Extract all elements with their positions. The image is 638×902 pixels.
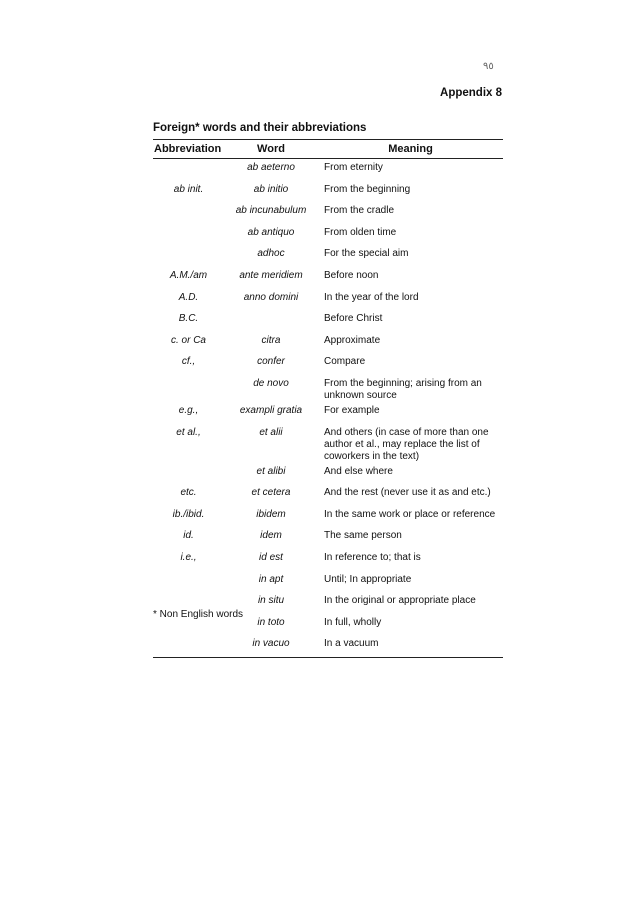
word-cell: citra bbox=[261, 334, 281, 346]
table-row bbox=[153, 571, 503, 593]
table-row bbox=[153, 267, 503, 289]
word-cell: ab incunabulum bbox=[235, 205, 307, 217]
meaning-cell: From eternity bbox=[324, 162, 383, 173]
abbreviation-cell: e.g., bbox=[178, 404, 199, 416]
abbreviations-table bbox=[153, 139, 503, 658]
meaning-cell: And else where bbox=[324, 465, 393, 477]
meaning-cell: The same person bbox=[324, 530, 402, 542]
abbreviation-cell: B.C. bbox=[178, 313, 199, 325]
table-header-row bbox=[153, 140, 503, 159]
table-row bbox=[153, 310, 503, 332]
meaning-cell: Approximate bbox=[324, 334, 381, 346]
meaning-cell: In the original or appropriate place bbox=[324, 595, 476, 607]
meaning-cell: For example bbox=[324, 404, 380, 416]
word-cell: ab aeterno bbox=[247, 162, 295, 173]
meaning-cell: Compare bbox=[324, 356, 366, 368]
meaning-cell: Before Christ bbox=[324, 313, 383, 325]
meaning-cell: In the same work or place or reference bbox=[324, 508, 496, 520]
table-row bbox=[153, 506, 503, 528]
meaning-cell: And others (in case of more than one author et al., may replace the list of coworkers in the text) bbox=[324, 426, 489, 462]
word-cell: adhoc bbox=[257, 248, 285, 260]
abbreviation-cell bbox=[153, 159, 224, 181]
abbreviation-cell bbox=[153, 375, 224, 402]
abbreviation-cell bbox=[153, 463, 224, 485]
table-row bbox=[153, 375, 503, 402]
abbreviation-cell: A.D. bbox=[178, 291, 199, 303]
meaning-cell: In a vacuum bbox=[318, 635, 503, 657]
table-row bbox=[153, 159, 503, 181]
column-header-word: Word bbox=[224, 140, 318, 159]
abbreviation-cell bbox=[153, 245, 224, 267]
table-row bbox=[153, 635, 503, 657]
table-title: Foreign* words and their abbreviations bbox=[153, 122, 367, 134]
word-cell bbox=[224, 310, 318, 332]
meaning-cell: From the beginning bbox=[324, 183, 411, 195]
word-cell: exampli gratia bbox=[239, 404, 303, 416]
table-row bbox=[153, 527, 503, 549]
abbreviation-cell bbox=[153, 635, 224, 657]
meaning-cell: From the cradle bbox=[324, 205, 395, 217]
abbreviation-cell: c. or Ca bbox=[170, 334, 206, 346]
word-cell: ante meridiem bbox=[239, 269, 303, 281]
table-row bbox=[153, 463, 503, 485]
word-cell: in situ bbox=[257, 595, 285, 607]
word-cell: confer bbox=[257, 356, 285, 368]
word-cell: ab initio bbox=[253, 183, 289, 195]
abbreviation-cell bbox=[153, 202, 224, 224]
abbreviation-cell: A.M./am bbox=[169, 269, 208, 281]
meaning-cell: From olden time bbox=[324, 226, 397, 238]
abbreviation-cell: i.e., bbox=[180, 551, 197, 563]
table-row bbox=[153, 224, 503, 246]
abbreviation-cell: cf., bbox=[181, 356, 196, 368]
table-row bbox=[153, 402, 503, 424]
meaning-cell: From the beginning; arising from an unknown source bbox=[324, 377, 482, 401]
abbreviation-cell: etc. bbox=[180, 487, 197, 499]
table-row bbox=[153, 484, 503, 506]
meaning-cell: In the year of the lord bbox=[324, 291, 419, 303]
page-number: ٩٥ bbox=[483, 61, 494, 72]
table-row bbox=[153, 424, 503, 463]
meaning-cell: In reference to; that is bbox=[324, 551, 421, 563]
meaning-cell: Before noon bbox=[324, 269, 379, 281]
meaning-cell: For the special aim bbox=[324, 248, 409, 260]
appendix-label: Appendix 8 bbox=[440, 87, 502, 99]
table-row bbox=[153, 202, 503, 224]
abbreviation-cell: id. bbox=[183, 530, 194, 542]
meaning-cell: Until; In appropriate bbox=[324, 573, 412, 585]
word-cell: in vacuo bbox=[224, 635, 318, 657]
meaning-cell: In full, wholly bbox=[324, 616, 382, 628]
column-header-abbreviation: Abbreviation bbox=[153, 140, 224, 159]
table-row bbox=[153, 289, 503, 311]
footnote: * Non English words bbox=[153, 609, 244, 620]
table-row bbox=[153, 549, 503, 571]
word-cell: in apt bbox=[258, 573, 284, 585]
word-cell: de novo bbox=[253, 377, 289, 389]
abbreviation-cell: ab init. bbox=[173, 183, 204, 195]
abbreviation-cell: et al., bbox=[176, 426, 201, 438]
word-cell: id est bbox=[259, 551, 283, 563]
word-cell: et alii bbox=[259, 426, 283, 438]
abbreviation-cell: ib./ibid. bbox=[172, 508, 205, 520]
word-cell: et cetera bbox=[251, 487, 291, 499]
word-cell: ibidem bbox=[256, 508, 286, 520]
table-row bbox=[153, 332, 503, 354]
meaning-cell: And the rest (never use it as and etc.) bbox=[324, 487, 491, 499]
table-row bbox=[153, 245, 503, 267]
word-cell: in toto bbox=[257, 616, 285, 628]
column-header-meaning: Meaning bbox=[318, 140, 503, 159]
table-row bbox=[153, 353, 503, 375]
table-row bbox=[153, 181, 503, 203]
abbreviation-cell bbox=[153, 224, 224, 246]
word-cell: idem bbox=[260, 530, 282, 542]
abbreviation-cell bbox=[153, 571, 224, 593]
word-cell: ab antiquo bbox=[247, 226, 295, 238]
word-cell: et alibi bbox=[256, 465, 286, 477]
word-cell: anno domini bbox=[243, 291, 299, 303]
